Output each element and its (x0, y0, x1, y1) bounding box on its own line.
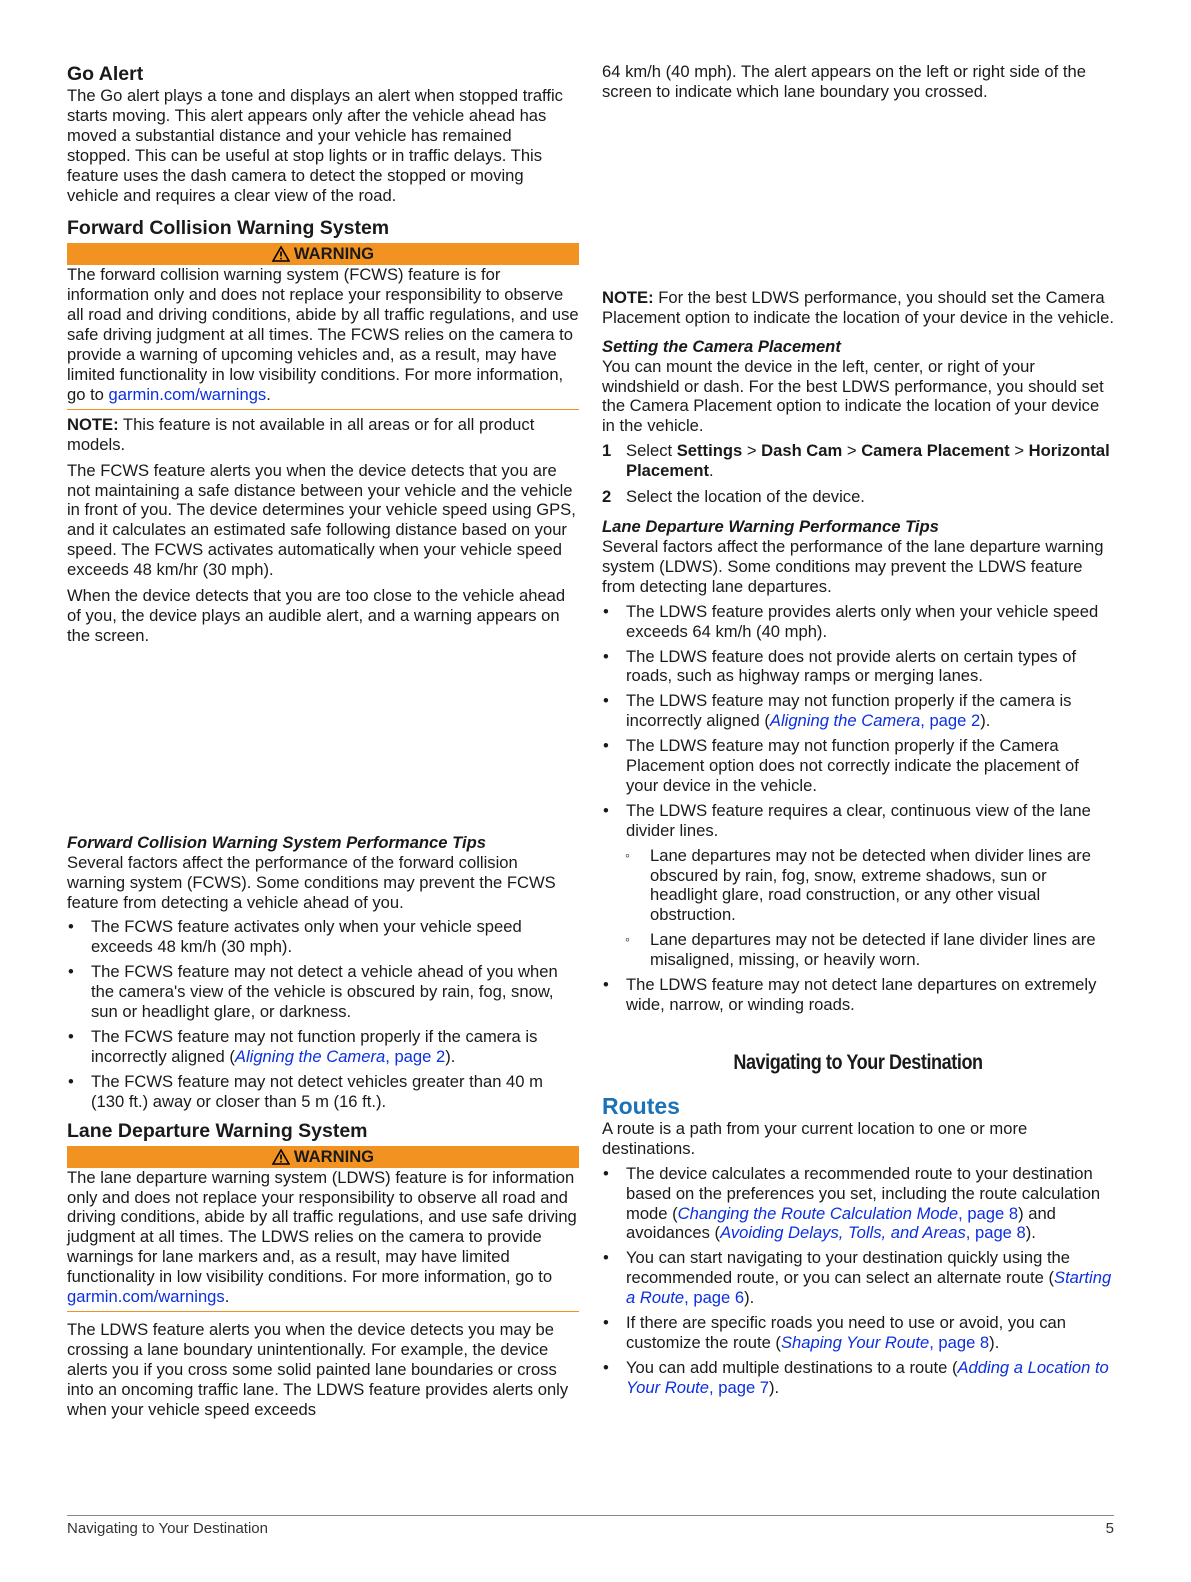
fcws-warning-label: WARNING (293, 244, 375, 264)
sub-list-item: ◦ Lane departures may not be detected if lane divider lines are misaligned, missing, or heavily worn. (602, 930, 1114, 970)
ldws-para1: The LDWS feature alerts you when the device detects you may be crossing a lane boundary unintentionally. For example, the device alerts you if you cross some solid painted lane boundaries or cross into an oncoming traffic lane. The LDWS feature provides alerts only when your vehicle speed exceeds (67, 1319, 569, 1419)
sub-list-item: ◦ Lane departures may not be detected when divider lines are obscured by rain, fog, snow, extreme shadows, sun or headlight glare, road construction, or any other visual obstruction. (602, 846, 1114, 926)
routes-heading: Routes (602, 1092, 680, 1119)
ldws-tips-list (602, 602, 1114, 841)
fcws-warning-bar (67, 243, 579, 265)
fcws-para1: The FCWS feature alerts you when the device detects that you are not maintaining a safe distance between your vehicle and the vehicle in front of you. The device determines your vehicle speed using GPS, and it calculates an estimated safe following distance based on your speed. The FCWS activates automatically when your vehicle speed exceeds 48 km/hr (30 mph). (67, 460, 576, 580)
list-item: • The LDWS feature may not function properly if the camera is incorrectly aligned (Aligning the Camera, page 2). (602, 691, 1114, 731)
list-item: • The LDWS feature requires a clear, continuous view of the lane divider lines. (602, 801, 1114, 841)
ldws-sub-list (602, 846, 1114, 970)
list-item: • If there are specific roads you need to use or avoid, you can customize the route (Shaping Your Route, page 8). (602, 1313, 1114, 1353)
list-item: • You can start navigating to your destination quickly using the recommended route, or you can select an alternate route (Starting a Route, page 6). (602, 1248, 1114, 1308)
page-footer (67, 1515, 1114, 1537)
ldws-tips-intro: Several factors affect the performance of the lane departure warning system (LDWS). Some conditions may prevent the LDWS feature from detecting lane departures. (602, 536, 1104, 596)
list-item: • The LDWS feature may not function properly if the Camera Placement option does not correctly indicate the placement of your device in the vehicle. (602, 736, 1114, 796)
aligning-camera-link[interactable]: Aligning the Camera (769, 711, 921, 731)
garmin-warnings-link[interactable]: garmin.com/warnings (108, 384, 267, 404)
avoiding-delays-link[interactable]: Avoiding Delays, Tolls, and Areas (720, 1223, 966, 1243)
ldws-continued: 64 km/h (40 mph). The alert appears on the left or right side of the screen to indicate which lane boundary you crossed. (602, 62, 1086, 101)
left-column (67, 62, 579, 1420)
ldws-warning-box (67, 1146, 579, 1312)
list-item: • The LDWS feature does not provide alerts on certain types of roads, such as highway ramps or merging lanes. (602, 647, 1114, 687)
warning-triangle-icon (272, 1149, 290, 1165)
ldws-warning-label: WARNING (293, 1146, 375, 1166)
ldws-tips-list-end (602, 975, 1114, 1015)
fcws-tips-list (67, 917, 579, 1111)
aligning-camera-link[interactable]: Aligning the Camera (234, 1046, 386, 1066)
list-item: • The FCWS feature activates only when your vehicle speed exceeds 48 km/h (30 mph). (67, 917, 579, 957)
garmin-warnings-link[interactable]: garmin.com/warnings (67, 1287, 225, 1307)
fcws-tips-intro: Several factors affect the performance of the forward collision warning system (FCWS). Some conditions may prevent the FCWS feature from detecting a vehicle ahead of you. (67, 852, 556, 912)
list-item: • The LDWS feature may not detect lane departures on extremely wide, narrow, or winding roads. (602, 975, 1114, 1015)
fcws-tips-heading: Forward Collision Warning System Performance Tips (67, 832, 486, 852)
camera-placement-heading: Setting the Camera Placement (602, 336, 841, 356)
footer-chapter: Navigating to Your Destination (67, 1520, 268, 1537)
routes-intro: A route is a path from your current location to one or more destinations. (602, 1118, 1028, 1158)
route-calc-mode-link[interactable]: Changing the Route Calculation Mode (677, 1203, 959, 1223)
right-column (602, 62, 1114, 1398)
chapter-title: Navigating to Your Destination (733, 1050, 983, 1074)
go-alert-text: The Go alert plays a tone and displays an alert when stopped traffic starts moving. This alert appears only after the vehicle ahead has moved a substantial distance and your vehicle has remained stopped. This can be useful at stop lights or in traffic delays. This feature uses the dash camera to detect the stopped or moving vehicle and requires a clear view of the road. (67, 86, 563, 205)
ldws-note: NOTE: For the best LDWS performance, you should set the Camera Placement option to indicate the location of your device in the vehicle. (602, 287, 1114, 327)
page-number: 5 (1105, 1520, 1114, 1537)
step-item: 1 Select Settings > Dash Cam > Camera Placement > Horizontal Placement. (602, 441, 1110, 481)
starting-route-link[interactable]: Starting a Route (626, 1268, 1112, 1308)
fcws-para2: When the device detects that you are too close to the vehicle ahead of you, the device plays an audible alert, and a warning appears on the screen. (67, 586, 566, 645)
list-item: • The FCWS feature may not detect a vehicle ahead of you when the camera's view of the vehicle is obscured by rain, fog, snow, sun or headlight glare, or darkness. (67, 962, 579, 1022)
list-item: • The device calculates a recommended route to your destination based on the preferences you set, including the route calculation mode (Changing the Route Calculation Mode, page 8) and avoidances (Avoiding Delays, Tolls, and Areas, page 8). (602, 1164, 1114, 1244)
step-item: 2 Select the location of the device. (602, 487, 865, 507)
go-alert-heading: Go Alert (67, 63, 144, 85)
ldws-warning-bar (67, 1146, 579, 1168)
list-item: • You can add multiple destinations to a route (Adding a Location to Your Route, page 7). (602, 1358, 1114, 1398)
list-item: • The LDWS feature provides alerts only when your vehicle speed exceeds 64 km/h (40 mph). (602, 602, 1114, 642)
shaping-route-link[interactable]: Shaping Your Route (780, 1332, 930, 1352)
list-item: • The FCWS feature may not function properly if the camera is incorrectly aligned (Aligning the Camera, page 2). (67, 1027, 579, 1067)
fcws-note: NOTE: This feature is not available in all areas or for all product models. (67, 414, 535, 454)
ldws-heading: Lane Departure Warning System (67, 1119, 368, 1142)
fcws-heading: Forward Collision Warning System (67, 217, 390, 240)
routes-list (602, 1164, 1114, 1398)
ldws-warning-text: The lane departure warning system (LDWS) feature is for information only and does not replace your responsibility to observe all road and driving conditions, abide by all traffic regulations, and use safe driving judgment at all times. The LDWS relies on the camera to provide warnings for lane markers and, as a result, may have limited functionality in low visibility conditions. For more information, go to garmin.com/warnings. (67, 1167, 577, 1307)
fcws-warning-box (67, 243, 579, 409)
fcws-warning-text: The forward collision warning system (FCWS) feature is for information only and does not replace your responsibility to observe all road and driving conditions, abide by all traffic regulations, and use safe driving judgment at all times. The FCWS relies on the camera to provide a warning of upcoming vehicles and, as a result, may have limited functionality in low visibility conditions. For more information, go to garmin.com/warnings. (67, 265, 579, 404)
ldws-tips-heading: Lane Departure Warning Performance Tips (602, 516, 939, 536)
warning-triangle-icon (272, 246, 290, 262)
camera-placement-steps (602, 441, 1114, 507)
camera-placement-intro: You can mount the device in the left, center, or right of your windshield or dash. For the best LDWS performance, you should set the Camera Placement option to indicate the location of your device in the vehicle. (602, 356, 1104, 436)
adding-location-link[interactable]: Adding a Location to Your Route (626, 1357, 1109, 1397)
list-item: • The FCWS feature may not detect vehicles greater than 40 m (130 ft.) away or closer than 5 m (16 ft.). (67, 1072, 579, 1112)
